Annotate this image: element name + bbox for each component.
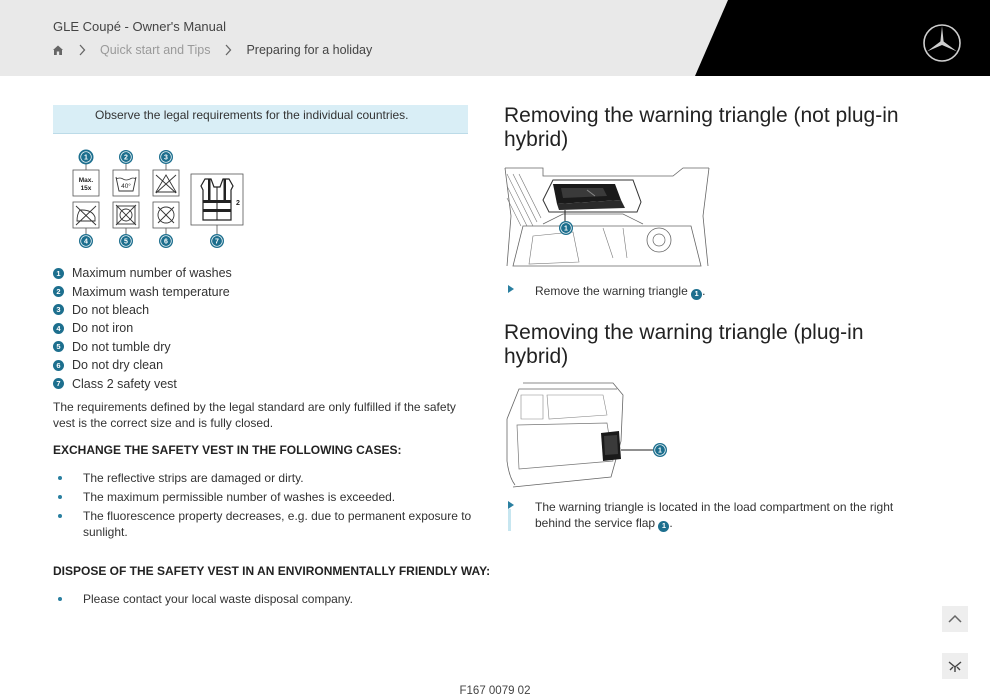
callout-2 xyxy=(119,150,133,164)
svg-text:6: 6 xyxy=(164,238,168,246)
legend-item xyxy=(53,282,232,300)
step-bar xyxy=(508,509,511,531)
svg-text:1: 1 xyxy=(658,447,662,455)
list-item xyxy=(53,591,473,607)
exchange-heading: EXCHANGE THE SAFETY VEST IN THE FOLLOWING CASES: xyxy=(53,443,402,457)
list-item-text: The maximum permissible number of washes is exceeded. xyxy=(83,490,396,504)
list-item-text: The fluorescence property decreases, e.g. due to permanent exposure to sunlight. xyxy=(83,509,472,539)
callout-3 xyxy=(159,150,173,164)
mercedes-emblem-icon xyxy=(947,658,963,674)
trunk-floor-illustration xyxy=(503,166,711,274)
legend-text: Do not tumble dry xyxy=(72,339,171,354)
care-symbol-legend xyxy=(53,264,232,393)
legend-text: Do not dry clean xyxy=(72,358,164,373)
legal-note-box xyxy=(53,105,468,134)
list-item xyxy=(53,470,473,486)
legend-item xyxy=(53,301,232,319)
callout-4 xyxy=(79,234,93,248)
list-item xyxy=(53,489,473,505)
step-remove-triangle xyxy=(508,283,908,299)
chevron-up-icon xyxy=(948,614,962,624)
section-title-not-plugin: Removing the warning triangle (not plug-in hybrid) xyxy=(504,104,899,151)
legend-text: Do not iron xyxy=(72,321,134,336)
step-text-end: . xyxy=(669,516,673,530)
callout-7 xyxy=(210,234,224,248)
number-badge: 6 xyxy=(53,360,64,371)
wash-temperature-label: 40° xyxy=(121,183,131,190)
step-text-wrap xyxy=(535,283,905,300)
max-washes-label-top: Max. xyxy=(78,177,94,184)
home-icon[interactable] xyxy=(52,44,64,56)
vest-class-label: 2 xyxy=(236,200,240,207)
footer-code: F167 0079 02 xyxy=(459,685,531,697)
step-text: Remove the warning triangle xyxy=(535,284,688,298)
list-item-text: Please contact your local waste disposal company. xyxy=(83,592,353,606)
chevron-right-icon xyxy=(74,42,90,58)
number-badge: 3 xyxy=(53,304,64,315)
callout-1 xyxy=(653,443,667,457)
dispose-heading: DISPOSE OF THE SAFETY VEST IN AN ENVIRONMENTALLY FRIENDLY WAY: xyxy=(53,564,491,578)
step-text: The warning triangle is located in the load compartment on the right behind the service flap xyxy=(535,500,894,530)
list-item xyxy=(53,508,473,540)
number-badge: 7 xyxy=(53,378,64,389)
svg-text:1: 1 xyxy=(564,225,568,233)
page-header xyxy=(0,0,990,76)
legend-text: Do not bleach xyxy=(72,302,150,317)
callout-1 xyxy=(559,221,573,235)
step-triangle-location xyxy=(508,499,908,535)
legend-text: Class 2 safety vest xyxy=(72,376,177,391)
chevron-right-icon xyxy=(220,42,236,58)
legend-item xyxy=(53,319,232,337)
requirements-paragraph: The requirements defined by the legal standard are only fulfilled if the safety vest is the correct size and is fully closed. xyxy=(53,400,456,430)
number-badge: 5 xyxy=(53,341,64,352)
number-badge: 4 xyxy=(53,323,64,334)
breadcrumb xyxy=(52,42,372,58)
number-badge: 1 xyxy=(53,268,64,279)
legend-text: Maximum wash temperature xyxy=(72,284,230,299)
svg-text:7: 7 xyxy=(215,238,219,246)
legal-note-text: Observe the legal requirements for the individual countries. xyxy=(95,108,409,122)
scroll-top-button[interactable] xyxy=(942,606,968,632)
legend-item xyxy=(53,338,232,356)
step-text-end: . xyxy=(702,284,706,298)
section-title-plugin: Removing the warning triangle (plug-in hybrid) xyxy=(504,321,864,368)
mercedes-star-logo[interactable] xyxy=(921,22,963,64)
svg-text:3: 3 xyxy=(164,154,168,162)
callout-5 xyxy=(119,234,133,248)
svg-text:1: 1 xyxy=(84,154,88,162)
bullet-dot xyxy=(58,495,62,499)
bullet-dot xyxy=(58,514,62,518)
svg-text:5: 5 xyxy=(124,238,128,246)
emblem-button[interactable] xyxy=(942,653,968,679)
list-item-text: The reflective strips are damaged or dirty. xyxy=(83,471,304,485)
legend-item xyxy=(53,264,232,282)
bullet-dot xyxy=(58,476,62,480)
svg-text:4: 4 xyxy=(84,238,88,246)
max-washes-label-bottom: 15x xyxy=(80,185,92,192)
step-text-wrap xyxy=(535,499,905,532)
load-compartment-illustration xyxy=(503,381,673,489)
legend-text: Maximum number of washes xyxy=(72,266,232,281)
care-symbols-illustration xyxy=(70,148,260,252)
breadcrumb-current: Preparing for a holiday xyxy=(246,43,373,57)
breadcrumb-link-quick-start[interactable]: Quick start and Tips xyxy=(100,43,211,57)
legend-item xyxy=(53,356,232,374)
step-arrow-icon xyxy=(508,501,514,509)
step-arrow-icon xyxy=(508,285,514,293)
number-badge: 2 xyxy=(53,286,64,297)
manual-title: GLE Coupé - Owner's Manual xyxy=(53,19,227,34)
dispose-list xyxy=(53,591,473,610)
number-badge: 1 xyxy=(658,521,669,532)
number-badge: 1 xyxy=(691,289,702,300)
legend-item xyxy=(53,374,232,392)
callout-1 xyxy=(79,150,93,164)
svg-text:2: 2 xyxy=(124,154,128,162)
callout-6 xyxy=(159,234,173,248)
exchange-list xyxy=(53,470,473,543)
bullet-dot xyxy=(58,597,62,601)
